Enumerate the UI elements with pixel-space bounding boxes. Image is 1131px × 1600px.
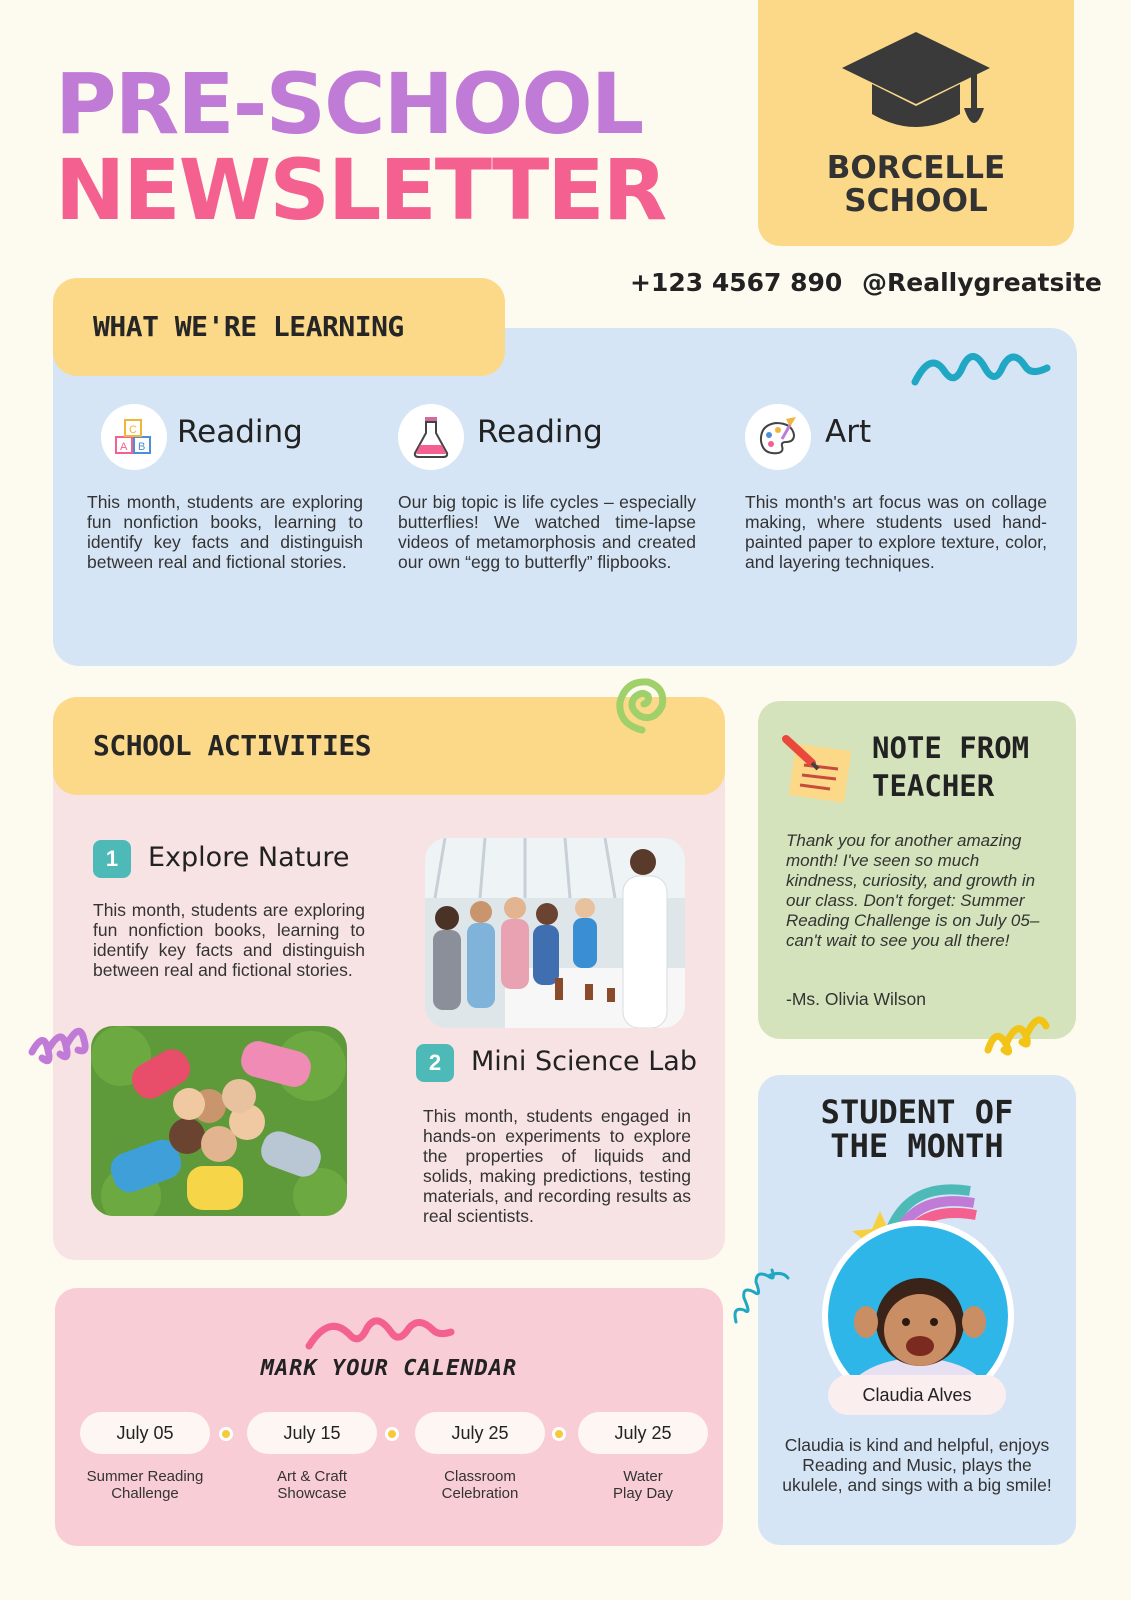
event-label-4: Water Play Day <box>612 1468 674 1502</box>
graduation-cap-icon <box>840 28 992 140</box>
student-name: Claudia Alves <box>828 1375 1006 1415</box>
event-label-1: Summer Reading Challenge <box>86 1468 204 1502</box>
dot-separator-2 <box>385 1427 399 1441</box>
topic-text-2: Our big topic is life cycles – especially butterflies! We watched time-lapse videos of metamorphosis and created our own “egg to butterfly” flipbooks. <box>398 492 696 572</box>
calendar-heading: MARK YOUR CALENDAR <box>260 1356 518 1381</box>
learning-heading: WHAT WE'RE LEARNING <box>93 310 404 343</box>
phone-number: +123 4567 890 <box>630 268 843 297</box>
svg-text:C: C <box>129 424 137 436</box>
topic-title-3: Art <box>825 414 872 450</box>
event-label-2: Art & Craft Showcase <box>276 1468 347 1502</box>
activity-text-2: This month, students engaged in hands-on experiments to explore the properties of liquids and solids, making predictions, testing materials, and recording results as real scientists. <box>423 1106 691 1226</box>
palette-icon <box>745 404 811 470</box>
activities-panel <box>53 760 725 1260</box>
topic-title-2: Reading <box>477 414 603 450</box>
activity-title-2: Mini Science Lab <box>471 1046 697 1077</box>
dot-separator-1 <box>219 1427 233 1441</box>
event-label-3: Classroom Celebration <box>441 1468 519 1502</box>
activity-text-1: This month, students are exploring fun nonfiction books, learning to identify key facts and distinguish between real and fictional stories. <box>93 900 365 980</box>
dot-separator-3 <box>552 1427 566 1441</box>
learning-panel <box>53 328 1077 666</box>
spiral-decoration-icon <box>612 672 676 736</box>
activity-number-2: 2 <box>416 1044 454 1082</box>
abc-blocks-icon <box>101 404 167 470</box>
teacher-note-text: Thank you for another amazing month! I've seen so much kindness, curiosity, and growth in our class. Don't forget: Summer Reading Challenge is on July 05–can't wait to see you all there! <box>786 831 1040 950</box>
activity-number-1: 1 <box>93 840 131 878</box>
children-on-grass-photo <box>91 1026 347 1216</box>
science-lab-photo <box>425 838 685 1028</box>
newsletter-title-line2: NEWSLETTER <box>55 141 666 239</box>
squiggle-purple-icon <box>26 1010 96 1072</box>
event-date-3: July 25 <box>415 1412 545 1454</box>
newsletter-title-line1: PRE-SCHOOL <box>55 55 643 153</box>
topic-text-1: This month, students are exploring fun nonfiction books, learning to identify key facts and distinguish between real and fictional stories. <box>87 492 363 572</box>
event-date-4: July 25 <box>578 1412 708 1454</box>
squiggle-yellow-icon <box>982 1000 1054 1060</box>
svg-text:B: B <box>138 441 146 453</box>
topic-title-1: Reading <box>177 414 303 450</box>
activities-heading: SCHOOL ACTIVITIES <box>93 729 372 762</box>
svg-text:A: A <box>120 441 128 453</box>
student-description: Claudia is kind and helpful, enjoys Reading and Music, plays the ukulele, and sings with a big smile! <box>782 1435 1052 1495</box>
learning-heading-tab <box>53 278 505 376</box>
event-date-1: July 05 <box>80 1412 210 1454</box>
notepad-icon <box>782 733 854 803</box>
calendar-panel <box>55 1288 723 1546</box>
school-badge <box>758 0 1074 246</box>
event-date-2: July 15 <box>247 1412 377 1454</box>
teacher-note-heading: NOTE FROM TEACHER <box>872 731 1030 803</box>
teacher-signature: -Ms. Olivia Wilson <box>786 989 927 1009</box>
school-name: BORCELLE SCHOOL <box>826 150 1006 219</box>
teacher-note-panel <box>758 701 1076 1039</box>
website-handle: @Reallygreatsite <box>862 268 1102 297</box>
coil-teal-icon <box>730 1266 794 1328</box>
squiggle-pink-icon <box>305 1312 455 1352</box>
topic-text-3: This month's art focus was on collage making, where students used hand-painted paper to explore texture, color, and layering techniques. <box>745 492 1047 572</box>
student-heading: STUDENT OF THE MONTH <box>820 1093 1014 1165</box>
student-of-month-panel <box>758 1075 1076 1545</box>
squiggle-decoration-icon <box>911 346 1051 388</box>
flask-icon <box>398 404 464 470</box>
activity-title-1: Explore Nature <box>148 842 350 873</box>
